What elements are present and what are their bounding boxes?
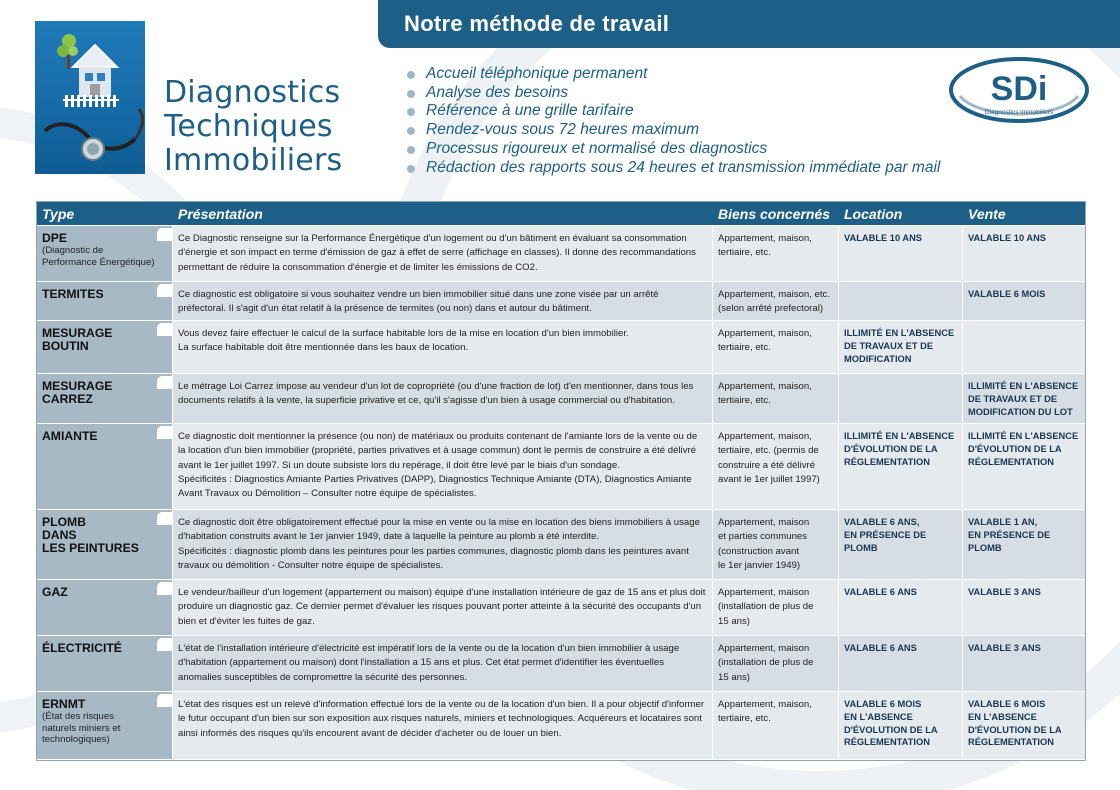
type-name: AMIANTE [42, 429, 98, 443]
type-name: ÉLECTRICITÉ [42, 641, 122, 655]
type-name: ERNMT [42, 697, 86, 711]
biens-text: Appartement, maison (installation de plus de 15 ans) [718, 587, 814, 627]
vente-cell [963, 692, 1085, 760]
location-value: VALABLE 10 ANS [844, 233, 923, 243]
biens-text: Appartement, maison, etc. (selon arrêté prefectoral) [718, 289, 830, 315]
method-item-text: Accueil téléphonique permanent [426, 65, 648, 82]
vente-cell [963, 321, 1085, 374]
location-cell [839, 424, 963, 510]
tab-notch [157, 284, 173, 297]
location-cell [839, 374, 963, 424]
table-row [37, 321, 1085, 374]
biens-cell [713, 321, 839, 374]
vente-value: VALABLE 1 AN, EN PRÉSENCE DE PLOMB [968, 517, 1051, 553]
tab-notch [157, 228, 173, 241]
diagnostics-table [36, 201, 1086, 761]
method-item-text: Rendez-vous sous 72 heures maximum [426, 121, 700, 139]
table-row [37, 424, 1085, 510]
tab-notch [157, 638, 173, 651]
presentation-text: Ce diagnostic doit être obligatoirement effectué pour la mise en vente ou la mise en location des biens immobiliers à usage d'habitation construits avant le 1er janvier 1949, date à laquelle la peinture au plomb a été interdite. Spécificités : diagnostic plomb dans les peintures pour les parties communes, diagnostic plomb dans les peintures avant travaux ou démolition - Consulter notre équipe de spécialistes. [178, 517, 700, 571]
sdi-logo [948, 56, 1090, 124]
type-name: MESURAGE CARREZ [42, 379, 113, 406]
method-item-text: Rédaction des rapports sous 24 heures et transmission immédiate par mail [426, 158, 941, 176]
biens-cell [713, 226, 839, 282]
bullet-icon [407, 108, 415, 116]
presentation-cell [173, 226, 713, 282]
column-header: Biens concernés [713, 202, 839, 226]
type-cell [37, 226, 173, 282]
type-name: PLOMB DANS LES PEINTURES [42, 515, 139, 555]
method-list [405, 65, 940, 177]
banner-title: Notre méthode de travail [404, 11, 670, 36]
tab-notch [157, 426, 173, 439]
presentation-cell [173, 424, 713, 510]
table-row [37, 580, 1085, 636]
method-item-text: Analyse des besoins [426, 83, 569, 101]
list-item [405, 140, 940, 159]
bullet-icon [407, 165, 415, 173]
cover-image [35, 21, 145, 174]
table-row [37, 282, 1085, 321]
vente-cell [963, 580, 1085, 636]
type-subtitle: (État des risques naturels miniers et technologiques) [42, 711, 121, 745]
bullet-icon [407, 127, 415, 135]
tab-notch [157, 582, 173, 595]
type-cell [37, 424, 173, 510]
presentation-text: Le métrage Loi Carrez impose au vendeur d'un lot de copropriété (ou d'une fraction de lot) d'en mentionner, dans tous les documents relatifs à la vente, la superficie privative et ce, qu'il s'agisse d'un bien à usage commercial ou d'habitation. [178, 381, 694, 407]
location-value: ILLIMITÉ EN L'ABSENCE DE TRAVAUX ET DE MODIFICATION [844, 328, 955, 364]
type-cell [37, 636, 173, 692]
type-subtitle: (Diagnostic de Performance Énergétique) [42, 245, 155, 268]
list-item [405, 102, 940, 121]
biens-cell [713, 424, 839, 510]
type-cell [37, 692, 173, 760]
table-row [37, 692, 1085, 760]
presentation-text: Vous devez faire effectuer le calcul de la surface habitable lors de la mise en location d'un bien immobilier. La surface habitable doit être mentionnée dans les baux de location. [178, 328, 629, 354]
biens-cell [713, 374, 839, 424]
presentation-text: Le vendeur/bailleur d'un logement (appartement ou maison) équipé d'une installation intérieure de gaz de 15 ans et plus doit produire un diagnostic gaz. Ce dernier permet d'évaluer les risques pouvant porter atteinte à la sécurité des occupants d'un bien et d'éviter les fuites de gaz. [178, 587, 706, 627]
tab-notch [157, 323, 173, 336]
presentation-cell [173, 692, 713, 760]
type-name: GAZ [42, 585, 68, 599]
type-cell [37, 321, 173, 374]
column-header: Vente [963, 202, 1085, 226]
title-line: Immobiliers [164, 143, 343, 178]
list-item [405, 65, 940, 84]
header-banner [378, 0, 1120, 48]
presentation-cell [173, 510, 713, 580]
column-header: Type [37, 202, 173, 226]
vente-value: ILLIMITÉ EN L'ABSENCE D'ÉVOLUTION DE LA RÉGLEMENTATION [968, 431, 1079, 467]
presentation-cell [173, 374, 713, 424]
bullet-icon [407, 146, 415, 154]
location-cell [839, 636, 963, 692]
biens-text: Appartement, maison, tertiaire, etc. [718, 699, 812, 725]
type-name: DPE [42, 231, 68, 245]
presentation-cell [173, 580, 713, 636]
type-name: MESURAGE BOUTIN [42, 326, 113, 353]
biens-cell [713, 580, 839, 636]
biens-text: Appartement, maison et parties communes (construction avant le 1er janvier 1949) [718, 517, 810, 571]
vente-cell [963, 424, 1085, 510]
table-row [37, 636, 1085, 692]
vente-value: VALABLE 6 MOIS [968, 289, 1046, 299]
biens-cell [713, 510, 839, 580]
type-cell [37, 374, 173, 424]
table-row [37, 374, 1085, 424]
presentation-cell [173, 282, 713, 321]
type-name: TERMITES [42, 287, 104, 301]
location-cell [839, 321, 963, 374]
vente-cell [963, 374, 1085, 424]
list-item [405, 84, 940, 103]
biens-text: Appartement, maison, tertiaire, etc. [718, 381, 812, 407]
presentation-cell [173, 636, 713, 692]
biens-text: Appartement, maison, tertiaire, etc. [718, 233, 812, 259]
vente-cell [963, 636, 1085, 692]
biens-cell [713, 282, 839, 321]
tab-notch [157, 694, 173, 707]
biens-text: Appartement, maison, tertiaire, etc. [718, 328, 812, 354]
table-row [37, 510, 1085, 580]
vente-value: ILLIMITÉ EN L'ABSENCE DE TRAVAUX ET DE MODIFICATION DU LOT [968, 381, 1079, 417]
location-value: VALABLE 6 ANS [844, 587, 917, 597]
table-row [37, 226, 1085, 282]
biens-text: Appartement, maison (installation de plus de 15 ans) [718, 643, 814, 683]
title-line: Techniques [164, 109, 333, 144]
presentation-text: Ce diagnostic doit mentionner la présence (ou non) de matériaux ou produits contenant de l'amiante lors de la vente ou de la location d'un bien immobilier (propriété, parties privatives et à usage commun) dont le permis de construire a été délivré avant le 1er juillet 1997. Si un doute subsiste lors du repérage, il doit être levé par le biais d'un sondage. Spécificités : Diagnostics Amiante Parties Privatives (DAPP), Diagnostics Technique Amiante (DTA), Diagnostics Amiante Avant Travaux ou Démolition – Consulter notre équipe de spécialistes. [178, 431, 698, 500]
column-header: Présentation [173, 202, 713, 226]
bullet-icon [407, 90, 415, 98]
house-stethoscope-icon [35, 21, 145, 174]
location-value: VALABLE 6 ANS, EN PRÉSENCE DE PLOMB [844, 517, 927, 553]
title-line: Diagnostics [164, 75, 341, 110]
location-cell [839, 510, 963, 580]
location-cell [839, 282, 963, 321]
method-item-text: Processus rigoureux et normalisé des diagnostics [426, 139, 768, 157]
presentation-text: L'état des risques est un relevé d'information effectué lors de la vente ou de la location d'un bien. Il a pour objectif d'informer le futur occupant d'un bien sur son exposition aux risques naturels, miniers et technologiques. Acquéreurs et locataires sont ainsi informés des risques qu'ils encourent avant de décider d'acheter ou de louer un bien. [178, 699, 705, 739]
biens-cell [713, 636, 839, 692]
type-cell [37, 510, 173, 580]
vente-cell [963, 226, 1085, 282]
tab-notch [157, 512, 173, 525]
vente-cell [963, 282, 1085, 321]
column-header: Location [839, 202, 963, 226]
presentation-text: L'état de l'installation intérieure d'électricité est impératif lors de la vente ou de la location d'un bien immobilier à usage d'habitation (appartement ou maison) dont l'installation a 15 ans et plus. Cet état permet d'identifier les éventuelles anomalies susceptibles de compromettre la sécurité des personnes. [178, 643, 680, 683]
list-item [405, 121, 940, 140]
location-cell [839, 692, 963, 760]
location-cell [839, 226, 963, 282]
vente-value: VALABLE 3 ANS [968, 643, 1041, 653]
location-value: VALABLE 6 MOIS EN L'ABSENCE D'ÉVOLUTION DE LA RÉGLEMENTATION [844, 699, 938, 748]
type-cell [37, 282, 173, 321]
location-value: ILLIMITÉ EN L'ABSENCE D'ÉVOLUTION DE LA RÉGLEMENTATION [844, 431, 955, 467]
vente-value: VALABLE 6 MOIS EN L'ABSENCE D'ÉVOLUTION DE LA RÉGLEMENTATION [968, 699, 1062, 748]
list-item [405, 159, 940, 178]
location-value: VALABLE 6 ANS [844, 643, 917, 653]
bullet-icon [407, 71, 415, 79]
table-header-row [37, 202, 1085, 226]
logo-name: SDi [990, 70, 1048, 108]
biens-text: Appartement, maison, tertiaire, etc. (permis de construire a été délivré avant le 1er juillet 1997) [718, 431, 820, 485]
method-item-text: Référence à une grille tarifaire [426, 102, 634, 120]
presentation-text: Ce diagnostic est obligatoire si vous souhaitez vendre un bien immobilier situé dans une zone visée par un arrêté préfectoral. Il s'agit d'un état relatif à la présence de termites (ou non) dans et autour du bâtiment. [178, 289, 659, 315]
vente-cell [963, 510, 1085, 580]
tab-notch [157, 376, 173, 389]
biens-cell [713, 692, 839, 760]
vente-value: VALABLE 10 ANS [968, 233, 1047, 243]
presentation-cell [173, 321, 713, 374]
type-cell [37, 580, 173, 636]
page-title [164, 76, 342, 178]
vente-value: VALABLE 3 ANS [968, 587, 1041, 597]
location-cell [839, 580, 963, 636]
logo-tagline: Diagnostics immobiliers [984, 109, 1054, 116]
presentation-text: Ce Diagnostic renseigne sur la Performance Énergétique d'un logement ou d'un bâtiment en évaluant sa consommation d'énergie et son impact en terme d'émission de gaz à effet de serre (affichage en classes). Il donne des recommandations permettant de réduire la consommation d'énergie et de limiter les émissions de CO2. [178, 233, 696, 273]
